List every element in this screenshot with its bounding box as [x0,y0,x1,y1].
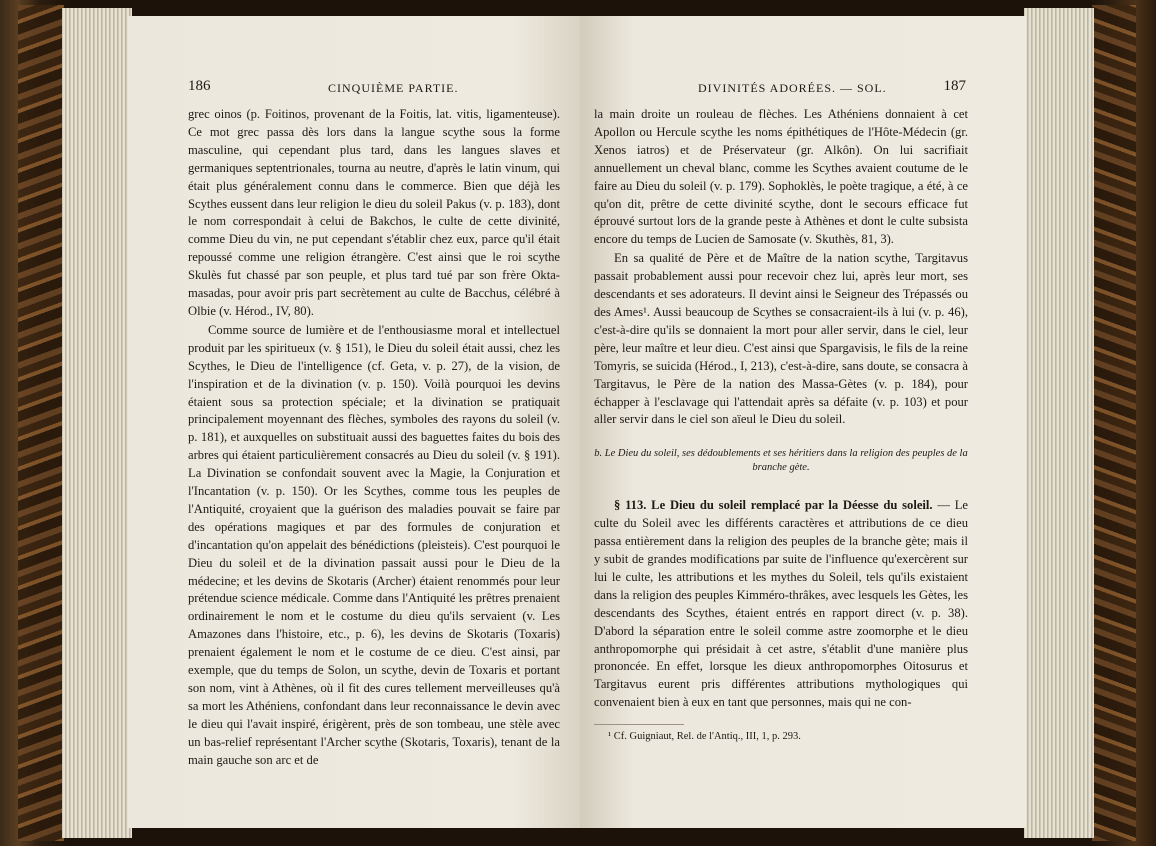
left-page-body [188,106,560,770]
right-paragraph-1: la main droite un rouleau de flèches. Les Athéniens donnaient à cet Apollon ou Hercule scythe les noms épithétiques de l'Hôte-Médecin (gr. Xenos iatros) et de Préservateur (gr. Alkôn). On lui sacrifiait annuellement un cheval blanc, comme les Scythes avaient coutume de le faire au Dieu du soleil (v. p. 179). Sophoklès, le poète tragique, a été, à ce qu'on dit, prêtre de cette divinité scythe, dont le secours efficace fut éprouvé surtout lors de la grande peste à Athènes et dont le culte subsista encore du temps de Lucien de Samosate (v. Skuthès, 81, 3). [594,107,968,247]
right-page-number: 187 [943,78,966,94]
footnote-separator [594,724,684,725]
page-edges-right [1024,8,1094,838]
left-page-number: 186 [188,78,211,94]
left-paragraph-1: grec oinos (p. Foitinos, provenant de la Foitis, lat. vitis, ligamenteuse). Ce mot grec passa dès lors dans la langue scythe sous la forme masculine, qui cependant plus tard, dans les langues slaves et germaniques septentrionales, tourna au neutre, d'après le latin vinum, qui était plus généralement connu dans le commerce. Bien que déjà les Scythes eussent dans leur religion le dieu du soleil Pakus (v. p. 183), dont le nom correspondait à celui de Bakchos, le culte de cette divinité, comme Dieu du vin, ne put cependant s'établir chez eux, parce qu'il était repoussé comme une religion étrangère. C'est ainsi que le roi scythe Skulès fut chassé par son peuple, et plus tard tué par son frère Okta-masadas, pour avoir pris part secrètement au culte de Bacchus, célébré à Olbie (v. Hérod., IV, 80). [188,107,560,318]
right-page-header [580,78,1026,100]
right-page-body [594,106,968,744]
right-running-head: DIVINITÉS ADORÉES. — SOL. [698,81,887,95]
subheading: b. Le Dieu du soleil, ses dédoublements et ses héritiers dans la religion des peuples de la branche gète. [594,448,968,474]
right-paragraph-2: En sa qualité de Père et de Maître de la nation scythe, Targitavus passait probablement aussi pour recevoir chez lui, après leur mort, ses descendants et ses adorateurs. Il devint ainsi le Seigneur des Trépassés ou des Ames¹. Aussi beaucoup de Scythes se consacraient-ils à lui (v. p. 46), c'est-à-dire qu'ils se donnaient la mort pour aller servir, dans le ciel, leur père, leur maître et leur dieu. C'est ainsi que Spargavisis, le fils de la reine Tomyris, se suicida (Hérod., I, 213), c'est-à-dire, sans doute, se consacra à Targitavus, le Père de la nation des Massa-Gètes (v. p. 184), pour échapper à l'esclavage qui l'attendait après sa défaite (v. p. 103) et pour aller servir dans le ciel son aïeul le Dieu du soleil. [594,251,968,427]
left-paragraph-2: Comme source de lumière et de l'enthousiasme moral et intellectuel produit par les spiritueux (v. § 151), le Dieu du soleil était aussi, chez les Scythes, le Dieu de l'intelligence (cf. Geta, v. p. 27), de la vision, de l'inspiration et de la divination (v. p. 150). Voilà pourquoi les devins étaient sous sa protection spéciale; et la divination se pratiquait principalement moyennant des flèches, symboles des rayons du soleil (v. p. 181), et auxquelles on substituait aussi des baguettes faites du bois des arbres qui étaient particulièrement consacrés au Dieu du soleil (v. § 191). La Divination se confondait souvent avec la Magie, la Conjuration et l'Incantation (v. p. 150). Or les Scythes, comme tous les peuples de l'Antiquité, croyaient que la guérison des maladies pouvait se faire par des opérations magiques et par des formules de conjuration et d'incantation qu'on appelait des bénédictions (pleisteis). C'est pourquoi le Dieu du soleil et de la divination passait aussi pour le Dieu de la médecine; et les devins de Skotaris (Archer) étaient renommés pour leur prétendue science médicale. Comme dans l'Antiquité les prêtres prenaient ordinairement le nom et le costume du dieu qu'ils servaient (v. Les Amazones dans l'histoire, etc., p. 6), les devins de Skotaris (Toxaris) prenaient également le nom et le costume de ce dieu. C'est ainsi, par exemple, que du temps de Solon, un scythe, devin de Toxaris et portant son nom, vint à Athènes, où il fit des cures tellement merveilleuses qu'à sa mort les Athéniens, confondant dans leur reconnaissance le devin avec le dieu qui l'avait inspiré, érigèrent, près de son tombeau, une stèle avec un bas-relief représentant l'Archer scythe (Skotaris, Toxaris), tenant de la main gauche son arc et de [188,322,560,767]
section-title: § 113. Le Dieu du soleil remplacé par la Déesse du soleil. [614,498,933,513]
page-edges-left [62,8,132,838]
section-text: — Le culte du Soleil avec les différents caractères et attributions de ce dieu passa entièrement dans la religion des peuples de la branche gète; mais il y subit de grandes modifications par suite de l'influence qu'exercèrent sur lui le culte, les attributions et les mythes du Soleil, tels qu'ils existaient dans la religion des peuples Kimméro-thrâkes, avec lesquels les Gètes, les descendants des Scythes, étaient entrés en rapport direct (v. p. 38). D'abord la séparation entre le soleil comme astre zoomorphe et le dieu anthropomorphe qui présidait à cet astre, s'établit d'une manière plus prononcée. En effet, lorsque les dieux anthropomorphes Oitosurus et Targitavus eurent pris différentes attributions mythologiques qui convenaient bien à eux en tant que personnes, mais qui ne con- [594,498,968,710]
left-running-head: CINQUIÈME PARTIE. [328,81,459,95]
footnote: ¹ Cf. Guigniaut, Rel. de l'Antiq., III, 1, p. 293. [608,731,801,743]
marbled-cover-right [1092,5,1136,841]
left-page [128,16,580,828]
right-page [580,16,1026,828]
marbled-cover-left [18,5,64,841]
left-page-header [128,78,580,100]
section-113 [594,497,968,712]
